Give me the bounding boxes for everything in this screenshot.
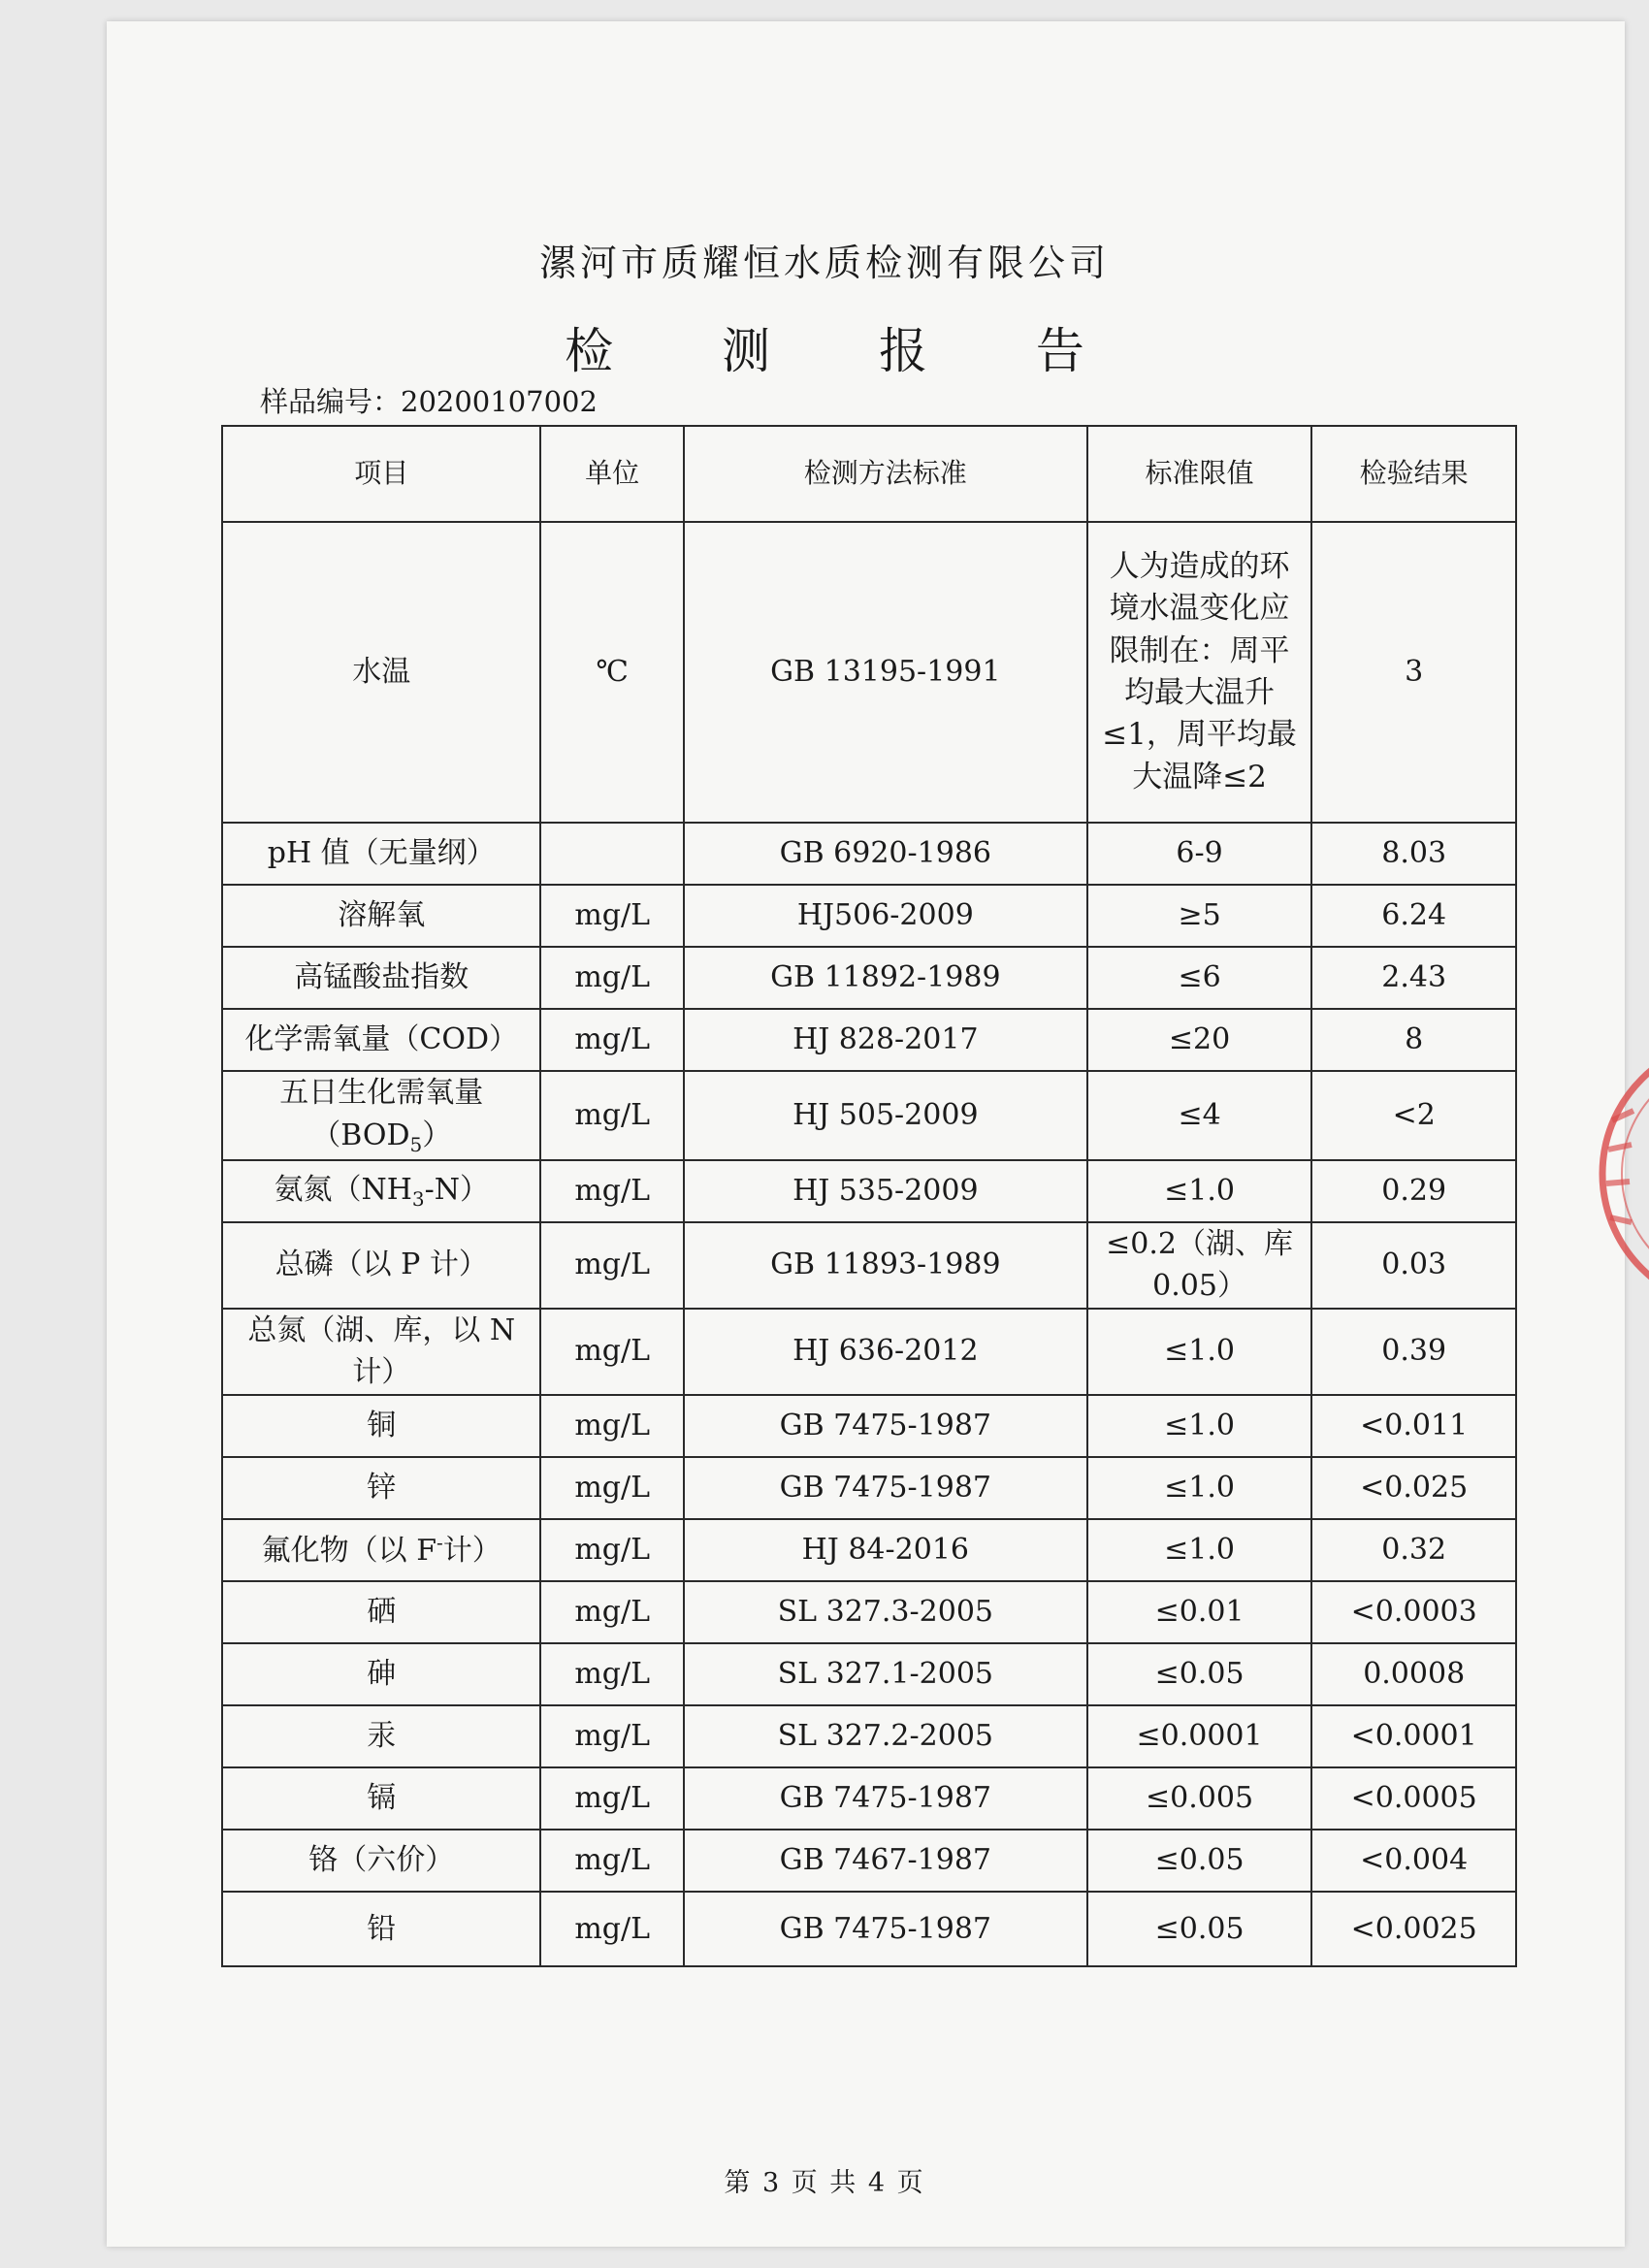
method-cell: HJ506-2009 xyxy=(684,885,1087,947)
item-cell: 溶解氧 xyxy=(222,885,540,947)
item-subscript: 3 xyxy=(411,1186,425,1211)
method-cell: GB 7475-1987 xyxy=(684,1767,1087,1830)
table-row xyxy=(222,823,1516,885)
method-cell: GB 7467-1987 xyxy=(684,1830,1087,1892)
item-sub-c: ） xyxy=(422,1118,452,1152)
unit-cell: mg/L xyxy=(540,1395,683,1457)
table-row xyxy=(222,1705,1516,1767)
result-cell: 3 xyxy=(1311,522,1516,823)
method-cell: HJ 636-2012 xyxy=(684,1309,1087,1395)
table-row xyxy=(222,885,1516,947)
item-text-a: 氟化物（以 F xyxy=(261,1533,437,1568)
table-row xyxy=(222,1071,1516,1160)
result-cell: <0.011 xyxy=(1311,1395,1516,1457)
limit-cell: ≤1.0 xyxy=(1087,1160,1312,1222)
method-cell: HJ 84-2016 xyxy=(684,1519,1087,1581)
sample-number: 样品编号：20200107002 xyxy=(260,385,598,418)
unit-cell: mg/L xyxy=(540,1767,683,1830)
result-cell: <0.004 xyxy=(1311,1830,1516,1892)
item-cell: 铅 xyxy=(222,1892,540,1966)
limit-cell: ≤0.05 xyxy=(1087,1643,1312,1705)
item-cell xyxy=(222,1160,540,1222)
company-name: 漯河市质耀恒水质检测有限公司 xyxy=(538,242,1110,284)
col-header-method: 检测方法标准 xyxy=(684,426,1087,522)
item-cell: 铬（六价） xyxy=(222,1830,540,1892)
limit-cell: ≤20 xyxy=(1087,1009,1312,1071)
method-cell: SL 327.2-2005 xyxy=(684,1705,1087,1767)
results-table xyxy=(221,425,1517,1967)
table-row xyxy=(222,522,1516,823)
item-cell xyxy=(222,1519,540,1581)
item-cell: 高锰酸盐指数 xyxy=(222,947,540,1009)
method-cell: GB 7475-1987 xyxy=(684,1457,1087,1519)
result-cell: 2.43 xyxy=(1311,947,1516,1009)
page-footer: 第 3 页 共 4 页 xyxy=(724,2168,925,2198)
limit-cell: ≥5 xyxy=(1087,885,1312,947)
col-header-limit: 标准限值 xyxy=(1087,426,1312,522)
table-row xyxy=(222,1457,1516,1519)
table-row xyxy=(222,1830,1516,1892)
limit-cell: ≤0.05 xyxy=(1087,1892,1312,1966)
result-cell: <2 xyxy=(1311,1071,1516,1160)
limit-cell: ≤1.0 xyxy=(1087,1457,1312,1519)
table-row xyxy=(222,1009,1516,1071)
limit-cell: ≤0.05 xyxy=(1087,1830,1312,1892)
table-row xyxy=(222,1519,1516,1581)
limit-cell: ≤1.0 xyxy=(1087,1519,1312,1581)
item-cell: 总磷（以 P 计） xyxy=(222,1222,540,1309)
result-cell: 0.39 xyxy=(1311,1309,1516,1395)
method-cell: HJ 535-2009 xyxy=(684,1160,1087,1222)
method-cell: GB 7475-1987 xyxy=(684,1395,1087,1457)
method-cell: GB 7475-1987 xyxy=(684,1892,1087,1966)
unit-cell: mg/L xyxy=(540,1009,683,1071)
unit-cell: mg/L xyxy=(540,1071,683,1160)
limit-cell: ≤1.0 xyxy=(1087,1395,1312,1457)
unit-cell: mg/L xyxy=(540,1222,683,1309)
unit-cell: mg/L xyxy=(540,1581,683,1643)
item-cell: 砷 xyxy=(222,1643,540,1705)
unit-cell xyxy=(540,823,683,885)
limit-cell: ≤1.0 xyxy=(1087,1309,1312,1395)
limit-cell: ≤0.0001 xyxy=(1087,1705,1312,1767)
unit-cell: mg/L xyxy=(540,885,683,947)
result-cell: 8 xyxy=(1311,1009,1516,1071)
limit-cell: ≤4 xyxy=(1087,1071,1312,1160)
item-cell: 总氮（湖、库，以 N 计） xyxy=(222,1309,540,1395)
item-cell: 镉 xyxy=(222,1767,540,1830)
method-cell: SL 327.3-2005 xyxy=(684,1581,1087,1643)
limit-cell: ≤0.005 xyxy=(1087,1767,1312,1830)
result-cell: 0.29 xyxy=(1311,1160,1516,1222)
item-superscript: - xyxy=(436,1530,443,1554)
unit-cell: mg/L xyxy=(540,1705,683,1767)
unit-cell: mg/L xyxy=(540,1160,683,1222)
item-text-c: 计） xyxy=(442,1533,501,1568)
table-row xyxy=(222,1767,1516,1830)
table-row xyxy=(222,1892,1516,1966)
item-cell: 锌 xyxy=(222,1457,540,1519)
table-row xyxy=(222,1395,1516,1457)
item-sub-text xyxy=(229,1115,534,1159)
item-subscript: 5 xyxy=(409,1132,423,1156)
result-cell: <0.0003 xyxy=(1311,1581,1516,1643)
limit-cell: ≤6 xyxy=(1087,947,1312,1009)
result-cell: <0.0025 xyxy=(1311,1892,1516,1966)
method-cell: GB 11892-1989 xyxy=(684,947,1087,1009)
unit-cell: ℃ xyxy=(540,522,683,823)
limit-cell: ≤0.2（湖、库 0.05） xyxy=(1087,1222,1312,1309)
col-header-item: 项目 xyxy=(222,426,540,522)
seal-icon xyxy=(1591,1028,1649,1319)
table-row xyxy=(222,1222,1516,1309)
unit-cell: mg/L xyxy=(540,1519,683,1581)
item-cell: pH 值（无量纲） xyxy=(222,823,540,885)
report-title: 检 测 报 告 xyxy=(565,323,1131,379)
method-cell: GB 13195-1991 xyxy=(684,522,1087,823)
table-row xyxy=(222,1581,1516,1643)
unit-cell: mg/L xyxy=(540,1309,683,1395)
method-cell: GB 6920-1986 xyxy=(684,823,1087,885)
result-cell: <0.0005 xyxy=(1311,1767,1516,1830)
method-cell: HJ 505-2009 xyxy=(684,1071,1087,1160)
item-text-a: 氨氮（NH xyxy=(274,1172,412,1207)
unit-cell: mg/L xyxy=(540,1643,683,1705)
unit-cell: mg/L xyxy=(540,1457,683,1519)
item-main-text: 五日生化需氧量 xyxy=(279,1076,484,1111)
item-cell: 化学需氧量（COD） xyxy=(222,1009,540,1071)
item-cell: 水温 xyxy=(222,522,540,823)
item-cell: 硒 xyxy=(222,1581,540,1643)
table-row xyxy=(222,1643,1516,1705)
unit-cell: mg/L xyxy=(540,1892,683,1966)
item-sub-a: （BOD xyxy=(311,1118,410,1152)
col-header-result: 检验结果 xyxy=(1311,426,1516,522)
item-text-c: -N） xyxy=(424,1172,490,1207)
unit-cell: mg/L xyxy=(540,1830,683,1892)
result-cell: 0.0008 xyxy=(1311,1643,1516,1705)
unit-cell: mg/L xyxy=(540,947,683,1009)
method-cell: GB 11893-1989 xyxy=(684,1222,1087,1309)
item-cell xyxy=(222,1071,540,1160)
item-cell: 铜 xyxy=(222,1395,540,1457)
table-row xyxy=(222,1160,1516,1222)
result-cell: 6.24 xyxy=(1311,885,1516,947)
col-header-unit: 单位 xyxy=(540,426,683,522)
result-cell: <0.025 xyxy=(1311,1457,1516,1519)
result-cell: <0.0001 xyxy=(1311,1705,1516,1767)
limit-cell: ≤0.01 xyxy=(1087,1581,1312,1643)
result-cell: 0.03 xyxy=(1311,1222,1516,1309)
limit-cell: 6-9 xyxy=(1087,823,1312,885)
red-seal-stamp xyxy=(1591,1028,1649,1319)
table-row xyxy=(222,1309,1516,1395)
table-row xyxy=(222,947,1516,1009)
method-cell: HJ 828-2017 xyxy=(684,1009,1087,1071)
method-cell: SL 327.1-2005 xyxy=(684,1643,1087,1705)
table-header-row xyxy=(222,426,1516,522)
result-cell: 8.03 xyxy=(1311,823,1516,885)
limit-cell: 人为造成的环境水温变化应限制在：周平均最大温升≤1，周平均最大温降≤2 xyxy=(1087,522,1312,823)
item-cell: 汞 xyxy=(222,1705,540,1767)
result-cell: 0.32 xyxy=(1311,1519,1516,1581)
